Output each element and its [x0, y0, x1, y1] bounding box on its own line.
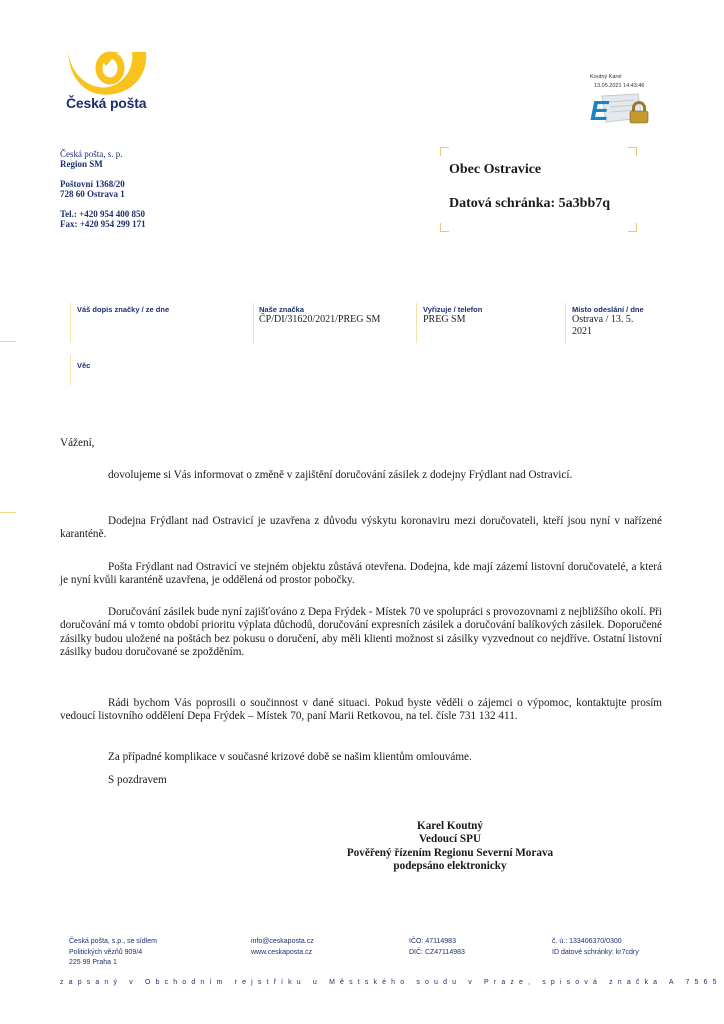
recipient-databox: Datová schránka: 5a3bb7q	[449, 196, 611, 211]
footer-line: Česká pošta, s.p., se sídlem	[69, 938, 157, 945]
footer-ids	[409, 937, 465, 958]
footer-line: 225 99 Praha 1	[69, 959, 117, 966]
brand-name: Česká pošta	[66, 95, 147, 111]
handled-by-label: Vyřizuje / telefon	[423, 305, 483, 314]
ref-divider	[253, 303, 254, 343]
place-date-label: Místo odeslání / dne	[572, 305, 644, 314]
address-window-corner	[628, 223, 637, 232]
paragraph: Dodejna Frýdlant nad Ostravicí je uzavřena z důvodu výskytu koronaviru mezi doručovateli, kteří jsou nyní v nařízené karanténě.	[60, 515, 662, 541]
fold-mark	[0, 341, 16, 342]
salutation: Vážení,	[60, 437, 95, 449]
footer-line: č. ú.: 133406370/0300	[552, 938, 622, 945]
recipient-name: Obec Ostravice	[449, 162, 542, 177]
address-window-corner	[628, 147, 637, 156]
ref-divider	[70, 355, 71, 385]
paragraph: dovolujeme si Vás informovat o změně v zajištění doručování zásilek z dodejny Frýdlant nad Ostravicí.	[108, 469, 573, 481]
footer-email-link[interactable]: info@ceskaposta.cz	[251, 938, 314, 945]
place-date-line1: Ostrava / 13. 5.	[572, 314, 634, 325]
stamp-timestamp: 13.05.2021 14:43:46	[594, 83, 645, 89]
sender-street: Poštovní 1368/20	[60, 179, 125, 189]
footer-line: IČO: 47114983	[409, 938, 456, 945]
footer-registration: zapsaný v Obchodním rejstříku u Městského soudu v Praze, spisová značka A 7565	[60, 979, 722, 986]
signature-block	[300, 820, 600, 873]
sender-city: 728 60 Ostrava 1	[60, 189, 125, 199]
stamp-signer: Koutný Karel	[590, 74, 622, 80]
sender-unit: Region SM	[60, 159, 103, 169]
address-window-corner	[440, 223, 449, 232]
paragraph: Za případné komplikace v současné krizové době se našim klientům omlouváme.	[108, 751, 472, 763]
fold-mark	[0, 512, 16, 513]
footer-line: Politických vězňů 909/4	[69, 948, 143, 956]
our-ref-value: ČP/DI/31620/2021/PREG SM	[259, 314, 381, 325]
paragraph: Pošta Frýdlant nad Ostravicí ve stejném objektu zůstává otevřena. Dodejna, kde mají zázemí listovní doručovatelé, a která je nyní kvůli karanténě uzavřena, je oddělená od prostor pobočky.	[60, 561, 662, 587]
signer-name: Karel Koutný	[417, 820, 483, 832]
our-ref-label: Naše značka	[259, 305, 305, 314]
electronic-signature-lock-icon[interactable]	[588, 92, 654, 124]
signer-authority: Pověřený řízením Regionu Severní Morava	[346, 846, 554, 859]
your-letter-label: Váš dopis značky / ze dne	[77, 305, 170, 314]
place-date-line2: 2021	[572, 326, 592, 337]
ref-divider	[70, 303, 71, 343]
ref-divider	[416, 303, 417, 343]
footer-line: ID datové schránky: kr7cdry	[552, 948, 639, 956]
paragraph: Rádi bychom Vás poprosili o součinnost v dané situaci. Pokud byste věděli o zájemci o výpomoc, kontaktujte prosím vedoucí listovního oddělení Depa Frýdek – Místek 70, paní Marii Retkovou, na tel. čísle 731 132 411.	[60, 697, 662, 723]
address-window-corner	[440, 147, 449, 156]
closing: S pozdravem	[108, 774, 167, 786]
sender-tel: Tel.: +420 954 400 850	[60, 209, 146, 219]
footer-bank	[552, 937, 639, 958]
footer-address	[69, 937, 157, 969]
sender-fax: Fax: +420 954 299 171	[60, 219, 146, 229]
footer-line: DIČ: CZ47114983	[409, 948, 465, 956]
place-date-value	[572, 314, 633, 338]
sender-block	[60, 149, 146, 229]
signature-note: podepsáno elektronicky	[393, 859, 507, 872]
svg-text:E: E	[590, 95, 609, 124]
paragraph: Doručování zásilek bude nyní zajišťováno z Depa Frýdek - Místek 70 ve spolupráci s provozovnami z nejbližšího okolí. Při doručování má v tomto období prioritu výplata důchodů, doručování expresních zásilek a doručování balíkových zásilek. Doporučené zásilky budou uložené na poštách bez pokusu o doručení, aby měli klienti možnost si zásilky vyzvednout co nejdříve. Ostatní listovní zásilky budou doručované se zpožděním.	[60, 606, 662, 659]
handled-by-value: PREG SM	[423, 314, 466, 325]
ref-divider	[565, 303, 566, 343]
footer-contact	[251, 937, 314, 958]
footer-web-link[interactable]: www.ceskaposta.cz	[251, 948, 313, 956]
signer-position: Vedoucí SPU	[418, 833, 482, 846]
sender-org: Česká pošta, s. p.	[60, 149, 123, 159]
subject-label: Věc	[77, 361, 91, 370]
